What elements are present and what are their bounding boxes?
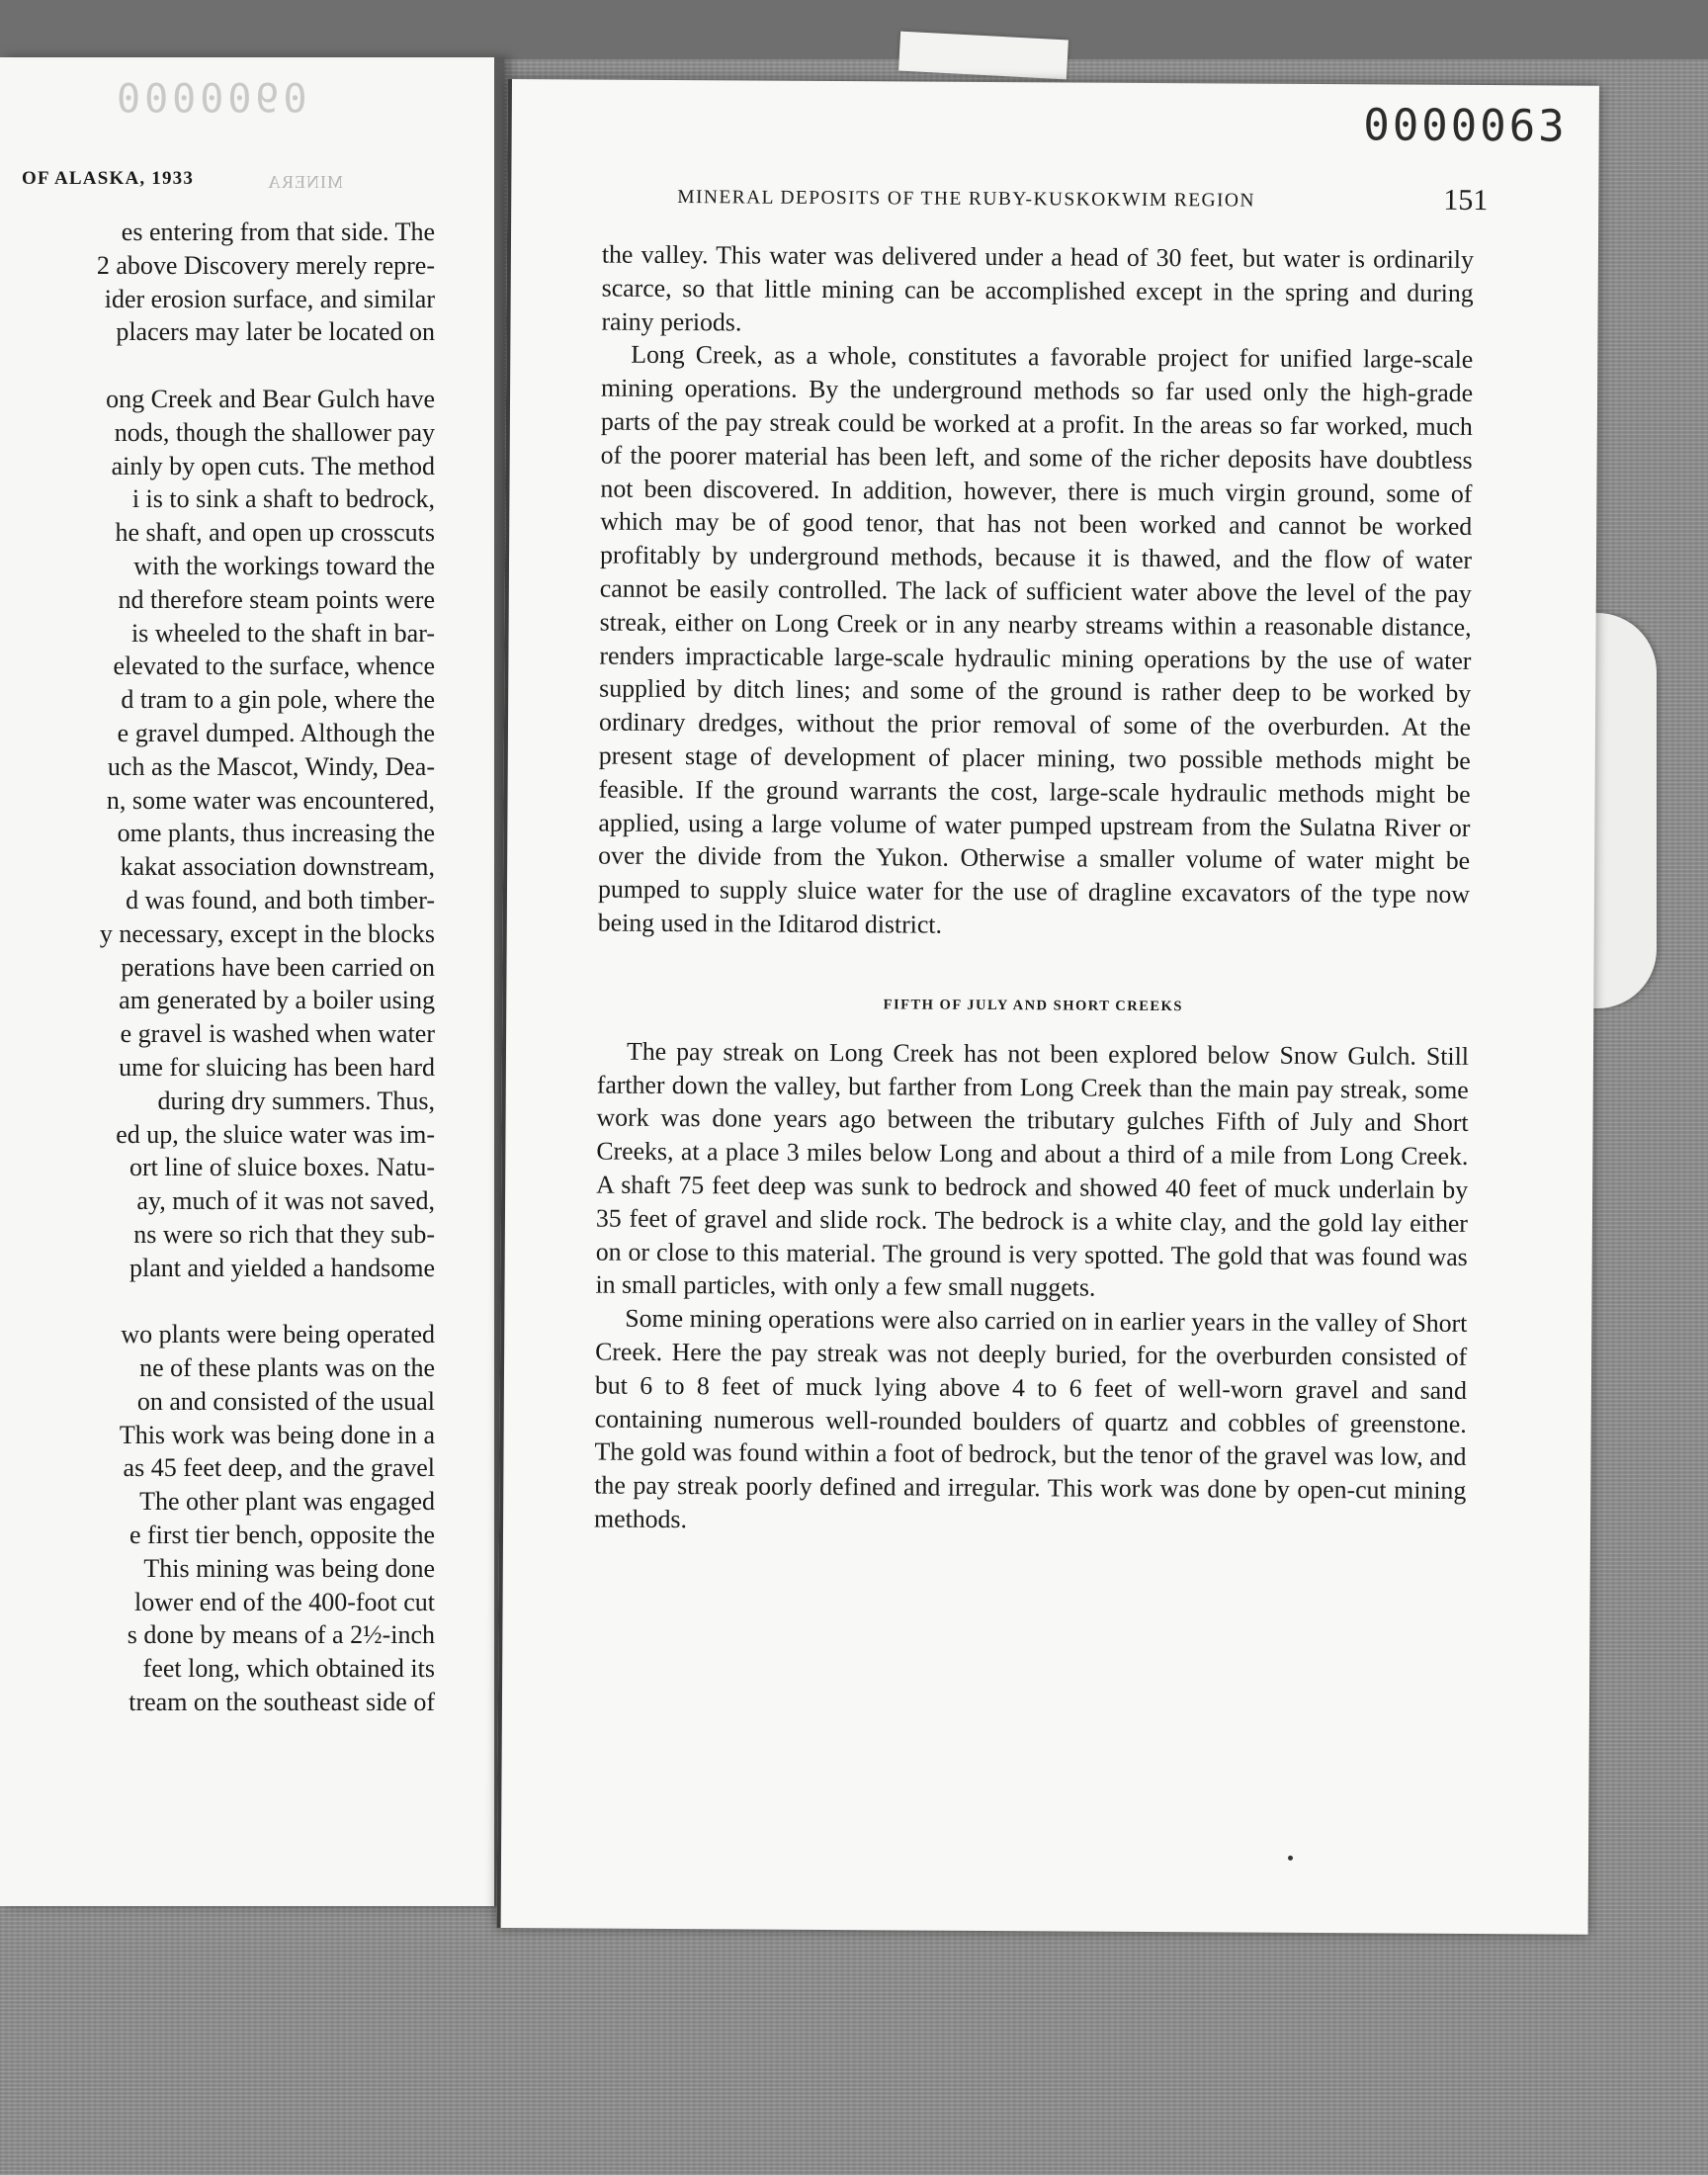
left-text-line: with the workings toward the xyxy=(133,551,435,580)
left-text-line: am generated by a boiler using xyxy=(119,986,435,1015)
left-text-line: elevated to the surface, whence xyxy=(113,652,435,681)
left-text-line: ay, much of it was not saved, xyxy=(136,1186,435,1216)
left-text-line xyxy=(0,1285,435,1319)
left-text-line: during dry summers. Thus, xyxy=(157,1086,435,1115)
left-text-line: wo plants were being operated xyxy=(121,1320,435,1349)
paragraph: the valley. This water was delivered under a head of 30 feet, but water is ordinarily scarce, so that little mining can be accomplished except in the spring and during rainy periods. xyxy=(601,239,1474,337)
ghost-running-head: MINERA xyxy=(267,172,343,192)
left-text-line: ns were so rich that they sub- xyxy=(133,1219,435,1249)
left-text-line: This mining was being done xyxy=(143,1553,435,1583)
left-text-line: ort line of sluice boxes. Natu- xyxy=(128,1153,435,1182)
left-text-line: The other plant was engaged xyxy=(139,1487,435,1517)
left-text-line: e gravel is washed when water xyxy=(120,1019,435,1049)
left-text-line: is wheeled to the shaft in bar- xyxy=(130,618,435,648)
left-text-line: d was found, and both timber- xyxy=(126,885,435,914)
left-text-line: placers may later be located on xyxy=(116,317,435,347)
page-stamp-number: 0000063 xyxy=(1363,100,1568,152)
left-text-line: ider erosion surface, and similar xyxy=(104,284,435,313)
left-text-line: n, some water was encountered, xyxy=(106,785,435,815)
left-page-text xyxy=(0,216,435,1719)
left-text-line xyxy=(0,349,435,383)
left-text-line: ong Creek and Bear Gulch have xyxy=(106,384,435,413)
left-text-line: kakat association downstream, xyxy=(120,852,435,882)
page-number: 151 xyxy=(1443,183,1489,218)
left-text-line: 2 above Discovery merely repre- xyxy=(96,250,435,280)
scan-background-top xyxy=(0,0,1708,59)
left-text-line: as 45 feet deep, and the gravel xyxy=(123,1453,435,1483)
left-text-line: es entering from that side. The xyxy=(121,218,435,246)
left-text-line: i is to sink a shaft to bedrock, xyxy=(131,484,435,514)
left-text-line: tream on the southeast side of xyxy=(128,1688,435,1717)
ghost-page-stamp: 0000060 xyxy=(117,73,311,119)
running-head: MINERAL DEPOSITS OF THE RUBY-KUSKOKWIM REGION xyxy=(677,187,1255,212)
left-text-line: on and consisted of the usual xyxy=(136,1386,435,1416)
paragraph: Long Creek, as a whole, constitutes a favorable project for unified large-scale mining operations. By the underground methods so far used only the high-grade parts of the pay streak could be worked at a profit. In the areas so far worked, much of the poorer material has been left, and some of the richer deposits have doubtless not been discovered. In addition, however, there is much virgin ground, some of which may be of good tenor, that has not been worked and cannot be worked profitably by underground methods, because it is thawed, and the flow of water cannot be easily controlled. The lack of sufficient water above the level of the pay streak, either on Long Creek or in any nearby streams within a reasonable distance, renders impracticable large-scale hydraulic mining operations by the use of water supplied by ditch lines; and some of the ground is rather deep to be worked by ordinary dredges, without the prior removal of some of the overburden. At the present stage of development of placer mining, two possible methods might be feasible. If the ground warrants the cost, large-scale hydraulic methods might be applied, using a large volume of water pumped upstream from the Sulatna River or over the divide from the Yukon. Otherwise a smaller volume of water might be pumped to supply sluice water for the use of dragline excavators of the type now being used in the Iditarod district. xyxy=(597,340,1474,939)
left-text-line: e gravel dumped. Although the xyxy=(117,718,435,747)
left-text-line: ome plants, thus increasing the xyxy=(117,819,435,848)
left-text-line: This work was being done in a xyxy=(119,1420,435,1449)
left-text-line: ainly by open cuts. The method xyxy=(111,451,435,480)
section-heading: FIFTH OF JULY AND SHORT CREEKS xyxy=(883,997,1183,1014)
left-text-line: lower end of the 400-foot cut xyxy=(134,1587,435,1616)
left-text-line: d tram to a gin pole, where the xyxy=(121,685,435,715)
left-text-line: y necessary, except in the blocks xyxy=(99,918,435,948)
page-header xyxy=(677,179,1488,223)
left-text-line: he shaft, and open up crosscuts xyxy=(115,518,435,548)
left-text-line: e first tier bench, opposite the xyxy=(128,1521,435,1550)
left-text-line: plant and yielded a handsome xyxy=(128,1253,435,1282)
paragraph: The pay streak on Long Creek has not been explored below Snow Gulch. Still farther down the valley, but farther from Long Creek than the main pay streak, some work was done years ago between the tributary gulches Fifth of July and Short Creeks, at a place 3 miles below Long and about a third of a mile from Long Creek. A shaft 75 feet deep was sunk to bedrock and showed 40 feet of muck underlain by 35 feet of gravel and slide rock. The bedrock is a white clay, and the gold lay either on or close to this material. The ground is very spotted. The gold that was found was in small particles, with only a few small nuggets. xyxy=(595,1036,1470,1302)
left-text-line: feet long, which obtained its xyxy=(142,1654,435,1684)
left-text-line: ne of these plants was on the xyxy=(139,1353,435,1383)
page-speck xyxy=(1288,1856,1293,1861)
left-text-line: ume for sluicing has been hard xyxy=(119,1052,435,1082)
left-page xyxy=(0,57,504,1906)
left-text-line: uch as the Mascot, Windy, Dea- xyxy=(107,751,435,781)
body-text xyxy=(594,238,1474,1541)
page-tab-top xyxy=(898,32,1068,80)
left-text-line: nods, though the shallower pay xyxy=(114,417,435,447)
left-running-head: OF ALASKA, 1933 xyxy=(22,168,195,189)
left-text-line: perations have been carried on xyxy=(121,952,435,982)
left-text-line: nd therefore steam points were xyxy=(118,584,435,614)
left-text-line: s done by means of a 2½-inch xyxy=(127,1620,435,1650)
left-text-line: ed up, the sluice water was im- xyxy=(116,1119,435,1149)
right-page xyxy=(497,79,1599,1935)
paragraph: Some mining operations were also carried on in earlier years in the valley of Short Creek. Here the pay streak was not deeply buried, for the overburden consisted of but 6 to 8 feet of muck lying above 4 to 6 feet of well-worn gravel and sand containing numerous well-rounded boulders of quartz and cobbles of greenstone. The gold was found within a foot of bedrock, but the tenor of the gravel was low, and the pay streak poorly defined and irregular. This work was done by open-cut mining methods. xyxy=(594,1303,1468,1534)
